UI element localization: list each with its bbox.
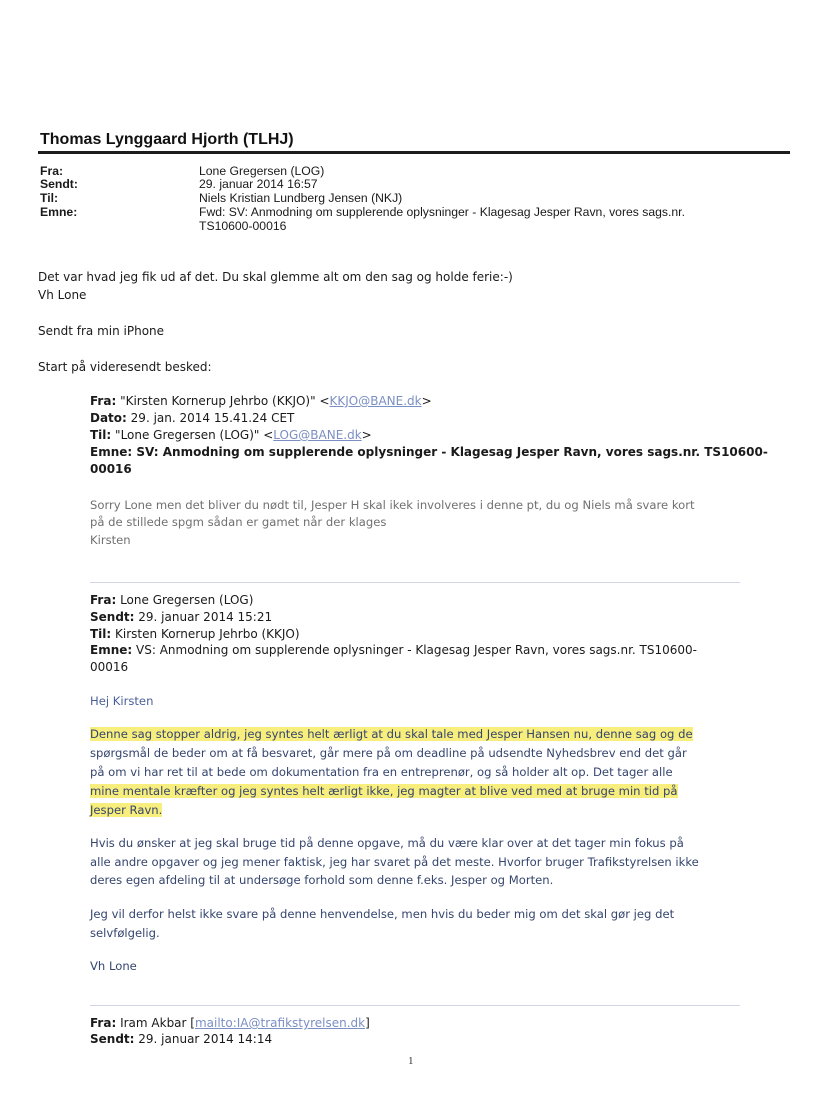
fw1-to-label: Til:: [90, 428, 112, 442]
fw1-message-line: Sorry Lone men det bliver du nødt til, Jesper H skal ikek involveres i denne pt, du og Niels må svare kort: [90, 498, 695, 512]
separator-line: [90, 1005, 740, 1006]
separator-line: [90, 582, 740, 583]
fw1-message-line: Kirsten: [90, 533, 131, 547]
fw1-subject-value: SV: Anmodning om supplerende oplysninger - Klagesag Jesper Ravn, vores sags.nr. TS10600-: [136, 445, 768, 459]
fw2-sent-value: 29. januar 2014 15:21: [138, 610, 273, 624]
fw1-to-close: >: [361, 428, 372, 442]
fw2-sent-label: Sendt:: [90, 610, 135, 624]
fw3-sent: [90, 1031, 272, 1048]
fw2-p2-line: Hvis du ønsker at jeg skal bruge tid på denne opgave, må du være klar over at det tager min fokus på: [90, 836, 684, 850]
fw1-from-email-link[interactable]: KKJO@BANE.dk: [329, 394, 422, 408]
sent-value: 29. januar 2014 16:57: [199, 177, 318, 191]
fw3-mailto-link[interactable]: mailto:IA@trafikstyrelsen.dk: [194, 1016, 366, 1030]
fw1-message-line: på de stillede spgm sådan er gamet når der klages: [90, 515, 387, 529]
fw2-p1-l4: mine mentale kræfter og jeg syntes helt ærligt ikke, jeg magter at blive ved med at bruge min tid på: [90, 784, 678, 798]
fw2-from: [90, 592, 253, 609]
to-label: Til:: [40, 191, 59, 205]
fw1-subject-label: Emne:: [90, 445, 133, 459]
fw1-from-label: Fra:: [90, 394, 117, 408]
fw2-p3-line: selvfølgelig.: [90, 926, 160, 940]
fw2-p3-line: Jeg vil derfor helst ikke svare på denne henvendelse, men hvis du beder mig om det skal gør jeg det: [90, 907, 675, 921]
fw2-p1-l5: Jesper Ravn.: [90, 803, 163, 817]
fw2-to-value: Kirsten Kornerup Jehrbo (KKJO): [115, 627, 300, 641]
fw1-subject-line2: 00016: [90, 462, 132, 476]
fw1-from: [90, 393, 432, 410]
fw2-p1-line: [90, 801, 162, 820]
fw1-to: [90, 427, 372, 444]
fw3-sent-value: 29. januar 2014 14:14: [138, 1032, 273, 1046]
fw2-sent: [90, 609, 272, 626]
from-label: Fra:: [40, 164, 64, 178]
body-line: Vh Lone: [38, 288, 87, 302]
fw2-from-value: Lone Gregersen (LOG): [120, 593, 254, 607]
fw2-from-label: Fra:: [90, 593, 117, 607]
fw2-to: [90, 626, 300, 643]
subject-label: Emne:: [40, 205, 78, 219]
fw3-from-label: Fra:: [90, 1016, 117, 1030]
fw2-signoff: Vh Lone: [90, 959, 137, 973]
fw2-p1-line: spørgsmål de beder om at få besvaret, går mere på om deadline på udsendte Nyhedsbrev end det går: [90, 746, 687, 760]
fw1-to-value: "Lone Gregersen (LOG)" <: [115, 428, 274, 442]
fw2-greeting: Hej Kirsten: [90, 694, 154, 708]
fw2-subject-label: Emne:: [90, 643, 133, 657]
fw1-date-label: Dato:: [90, 411, 127, 425]
fw2-p1-line: [90, 725, 693, 744]
fw1-to-email-link[interactable]: LOG@BANE.dk: [273, 428, 362, 442]
fw2-p1-l1: Denne sag stopper aldrig, jeg syntes helt ærligt at du skal tale med Jesper Hansen nu, denne sag og de: [90, 727, 693, 741]
fw3-from: [90, 1015, 370, 1032]
fw1-from-value: "Kirsten Kornerup Jehrbo (KKJO)" <: [120, 394, 330, 408]
fw1-subject-line1: [90, 444, 768, 461]
document-owner-title: Thomas Lynggaard Hjorth (TLHJ): [40, 131, 294, 148]
fw2-p2-line: alle andre opgaver og jeg mener faktisk, jeg har svaret på det meste. Hvorfor bruger Trafikstyrelsen ikke: [90, 855, 699, 869]
fw2-subject-value: VS: Anmodning om supplerende oplysninger - Klagesag Jesper Ravn, vores sags.nr. TS10600-: [136, 643, 697, 657]
to-value: Niels Kristian Lundberg Jensen (NKJ): [199, 191, 403, 205]
fw2-p1-line: på om vi har ret til at bede om dokumentation fra en entreprenør, og så holder alt op. Det tager alle: [90, 765, 673, 779]
fw3-from-close: ]: [365, 1016, 370, 1030]
body-line: Sendt fra min iPhone: [38, 324, 165, 338]
fw1-date-value: 29. jan. 2014 15.41.24 CET: [130, 411, 295, 425]
fw1-from-close: >: [421, 394, 432, 408]
header-rule: [38, 151, 790, 154]
fw2-to-label: Til:: [90, 627, 112, 641]
fw1-date: [90, 410, 294, 427]
subject-value-line1: Fwd: SV: Anmodning om supplerende oplysninger - Klagesag Jesper Ravn, vores sags.nr.: [199, 205, 685, 219]
page-number: 1: [408, 1055, 414, 1067]
body-line: Det var hvad jeg fik ud af det. Du skal glemme alt om den sag og holde ferie:-): [38, 270, 513, 284]
body-line: Start på videresendt besked:: [38, 360, 212, 374]
fw2-subject: [90, 642, 697, 659]
from-value: Lone Gregersen (LOG): [199, 164, 325, 178]
fw2-p2-line: deres egen afdeling til at undersøge forhold som denne f.eks. Jesper og Morten.: [90, 873, 554, 887]
fw2-p1-line: [90, 782, 678, 801]
fw3-sent-label: Sendt:: [90, 1032, 135, 1046]
fw2-subject-line2: 00016: [90, 660, 129, 674]
fw3-from-value: Iram Akbar [: [120, 1016, 195, 1030]
sent-label: Sendt:: [40, 177, 78, 191]
subject-value-line2: TS10600-00016: [199, 219, 287, 233]
